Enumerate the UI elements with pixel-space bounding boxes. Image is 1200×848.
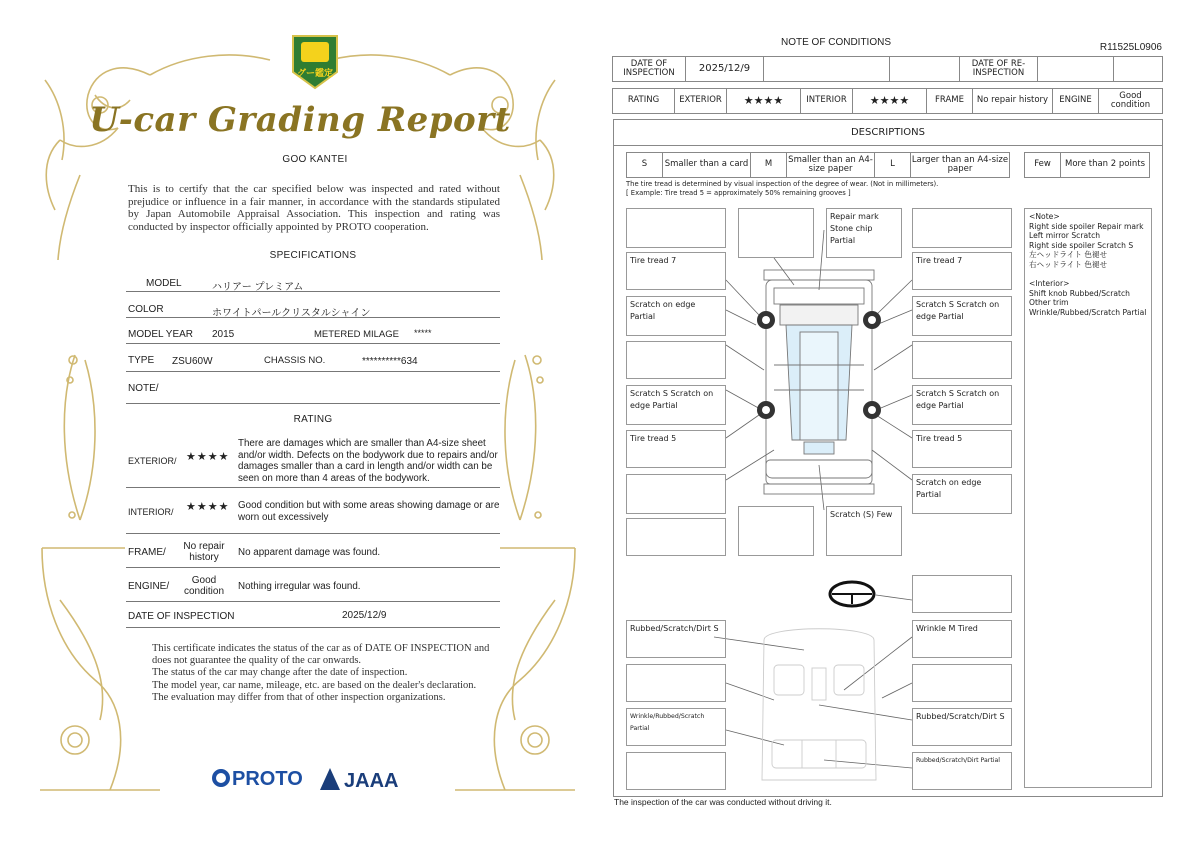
frame-value: No repair history <box>183 541 225 563</box>
date-of-reinspection-value <box>1038 57 1114 81</box>
condition-box-empty <box>738 506 814 556</box>
condition-box-empty <box>912 575 1012 613</box>
legend-m: M <box>751 153 787 177</box>
condition-box-right-rear-edge: Scratch on edge Partial <box>912 474 1012 514</box>
condition-box-empty <box>626 341 726 379</box>
legend-s-desc: Smaller than a card <box>663 153 751 177</box>
report-subtitle: GOO KANTEI <box>282 154 348 165</box>
notes-panel <box>1024 208 1152 788</box>
note-line: 右ヘッドライト 色褪せ <box>1029 259 1108 269</box>
condition-box-empty <box>626 208 726 248</box>
condition-box-right-rear-side: Scratch S Scratch on edge Partial <box>912 385 1012 425</box>
condition-box-right-front-side: Scratch S Scratch on edge Partial <box>912 296 1012 336</box>
condition-box-left-tire-rear: Tire tread 5 <box>626 430 726 468</box>
model-year-value: 2015 <box>212 329 235 340</box>
interior-label: INTERIOR <box>801 89 853 113</box>
note-line <box>1029 270 1147 280</box>
note-line: Right side spoiler Repair mark <box>1029 221 1144 231</box>
frame-label: FRAME/ <box>128 547 166 558</box>
condition-box-empty <box>912 664 1012 702</box>
rating-heading: RATING <box>293 414 333 425</box>
rating-label: RATING <box>613 89 675 113</box>
engine-description: Nothing irregular was found. <box>238 581 361 592</box>
spec-row-note <box>126 374 500 404</box>
color-label: COLOR <box>128 304 164 315</box>
engine-label: ENGINE <box>1053 89 1099 113</box>
condition-box-empty <box>626 752 726 790</box>
exterior-label: EXTERIOR/ <box>128 456 177 466</box>
condition-box-empty <box>626 664 726 702</box>
tire-tread-note <box>626 180 938 198</box>
descriptions-heading: DESCRIPTIONS <box>614 120 1162 146</box>
legend-few: Few <box>1025 153 1061 177</box>
note-line: 左ヘッドライト 色褪せ <box>1029 250 1108 260</box>
engine-value: Good condition <box>1110 90 1151 110</box>
date-of-inspection-label: DATE OF INSPECTION <box>613 57 686 81</box>
specifications-heading: SPECIFICATIONS <box>269 250 357 261</box>
jaaa-logo-text: JAAA <box>344 770 399 792</box>
footer-line: The model year, car name, mileage, etc. are based on the dealer's declaration. <box>152 679 477 691</box>
condition-box-left-tire-front: Tire tread 7 <box>626 252 726 290</box>
chassis-value: **********634 <box>362 356 418 367</box>
legend-l: L <box>875 153 911 177</box>
tire-icons <box>757 311 881 419</box>
noc-reference-number: R11525L0906 <box>1099 42 1162 53</box>
few-legend <box>1024 152 1150 178</box>
interior-stars: ★★★★ <box>186 501 230 513</box>
noc-footer: The inspection of the car was conducted without driving it. <box>614 797 832 807</box>
certificate-footer <box>152 643 492 704</box>
frame-value: No repair history <box>973 89 1053 113</box>
note-line: <Interior> <box>1029 279 1070 289</box>
jaaa-mark-icon <box>320 768 340 790</box>
date-of-reinspection-label: DATE OF RE-INSPECTION <box>960 57 1038 81</box>
rating-summary-row <box>612 88 1163 114</box>
jaaa-logo <box>320 768 398 793</box>
note-line: Right side spoiler Scratch S <box>1029 240 1134 250</box>
report-title: U-car Grading Report <box>89 100 511 140</box>
proto-logo-text: PROTO <box>232 768 303 790</box>
note-line: Wrinkle/Rubbed/Scratch Partial <box>1029 307 1147 317</box>
badge-label: グー鑑定 <box>296 69 334 79</box>
legend-l-desc: Larger than an A4-size paper <box>911 154 1009 174</box>
note-line: Shift knob Rubbed/Scratch <box>1029 288 1130 298</box>
condition-box-left-edge-front: Scratch on edge Partial <box>626 296 726 336</box>
model-label: MODEL <box>146 278 182 289</box>
footer-line: This certificate indicates the status of the car as of DATE OF INSPECTION and does not guarantee the quality of the car onwards. <box>152 643 490 667</box>
frame-description: No apparent damage was found. <box>238 547 381 558</box>
footer-line: The evaluation may differ from that of other inspection organizations. <box>152 691 446 703</box>
spec-row-color <box>126 294 500 318</box>
condition-box-left-rear-side: Scratch S Scratch on edge Partial <box>626 385 726 425</box>
color-value: ホワイトパールクリスタルシャイン <box>212 308 371 319</box>
interior-label: INTERIOR/ <box>128 507 174 517</box>
legend-few-desc: More than 2 points <box>1064 159 1145 170</box>
rating-row-exterior <box>126 434 500 488</box>
note-line: Left mirror Scratch <box>1029 231 1101 241</box>
condition-box-int-right-3: Rubbed/Scratch/Dirt Partial <box>912 752 1012 790</box>
legend-m-desc: Smaller than an A4-size paper <box>787 153 875 177</box>
condition-box-right-tire-rear: Tire tread 5 <box>912 430 1012 468</box>
date-label: DATE OF INSPECTION <box>128 611 235 622</box>
spec-row-model <box>126 268 500 292</box>
condition-box-int-left-3: Wrinkle/Rubbed/Scratch Partial <box>626 708 726 746</box>
blank-cell <box>764 57 890 81</box>
spec-row-year <box>126 320 500 344</box>
blank-cell <box>890 57 960 81</box>
condition-box-right-tire-front: Tire tread 7 <box>912 252 1012 290</box>
engine-value: Good condition <box>183 575 225 597</box>
goo-kantei-badge-icon <box>287 32 343 92</box>
interior-stars: ★★★★ <box>853 89 927 113</box>
engine-label: ENGINE/ <box>128 581 170 592</box>
model-value: ハリアー プレミアム <box>212 282 304 293</box>
date-value: 2025/12/9 <box>342 610 387 621</box>
rating-row-date <box>126 604 500 628</box>
milage-value: ***** <box>414 328 432 338</box>
proto-logo <box>212 768 303 791</box>
exterior-stars: ★★★★ <box>186 451 230 463</box>
condition-box-rear-center: Scratch (S) Few <box>826 506 902 556</box>
condition-box-front-center: Repair mark Stone chip Partial <box>826 208 902 258</box>
note-line: Other trim <box>1029 298 1069 308</box>
footer-line: The status of the car may change after the date of inspection. <box>152 667 408 679</box>
chassis-label: CHASSIS NO. <box>264 355 326 366</box>
condition-box-empty <box>626 518 726 556</box>
inspection-date-row <box>612 56 1163 82</box>
model-year-label: MODEL YEAR <box>128 329 194 340</box>
blank-cell <box>1114 57 1162 81</box>
condition-box-int-right-1: Wrinkle M Tired <box>912 620 1012 658</box>
date-of-inspection-value: 2025/12/9 <box>686 57 764 81</box>
certification-intro: This is to certify that the car specified below was inspected and rated without prejudice or influence in a fair manner, in accordance with the standards stipulated by Japan Automobile Appraisal Association. This inspection and rating was conducted by inspector officially appointed by PROTO cooperation. <box>128 183 500 233</box>
condition-box-empty <box>626 474 726 514</box>
type-value: ZSU60W <box>172 356 213 367</box>
noc-title: NOTE OF CONDITIONS <box>781 37 891 48</box>
rating-row-engine <box>126 570 500 602</box>
note-label: NOTE/ <box>128 383 159 394</box>
tire-note-line: The tire tread is determined by visual inspection of the degree of wear. (Not in millimeters). <box>626 180 939 188</box>
rating-row-frame <box>126 536 500 568</box>
note-line: <Note> <box>1029 212 1060 221</box>
condition-box-empty <box>912 341 1012 379</box>
exterior-label: EXTERIOR <box>675 89 727 113</box>
size-legend <box>626 152 1010 178</box>
descriptions-panel <box>613 119 1163 797</box>
condition-box-empty <box>738 208 814 258</box>
interior-description: Good condition but with some areas showing damage or are worn out excessively <box>238 500 500 523</box>
frame-label: FRAME <box>927 89 973 113</box>
condition-box-int-right-2: Rubbed/Scratch/Dirt S <box>912 708 1012 746</box>
exterior-description: There are damages which are smaller than A4-size sheet and/or width. Defects on the bodywork due to repairs and/or damages smaller than a card in length and/or width can be seen on more than 4 areas of the bodywork. <box>238 438 498 484</box>
type-label: TYPE <box>128 355 155 366</box>
spec-row-type <box>126 346 500 372</box>
legend-s: S <box>627 153 663 177</box>
rating-row-interior <box>126 490 500 534</box>
interior-seat-diagram <box>762 629 876 780</box>
steering-wheel-icon <box>830 582 874 606</box>
exterior-stars: ★★★★ <box>727 89 801 113</box>
condition-box-int-left-1: Rubbed/Scratch/Dirt S <box>626 620 726 658</box>
proto-mark-icon <box>212 769 230 787</box>
tire-note-line: [ Example: Tire tread 5 = approximately 50% remaining grooves ] <box>626 189 851 197</box>
condition-box-empty <box>912 208 1012 248</box>
milage-label: METERED MILAGE <box>314 329 399 340</box>
